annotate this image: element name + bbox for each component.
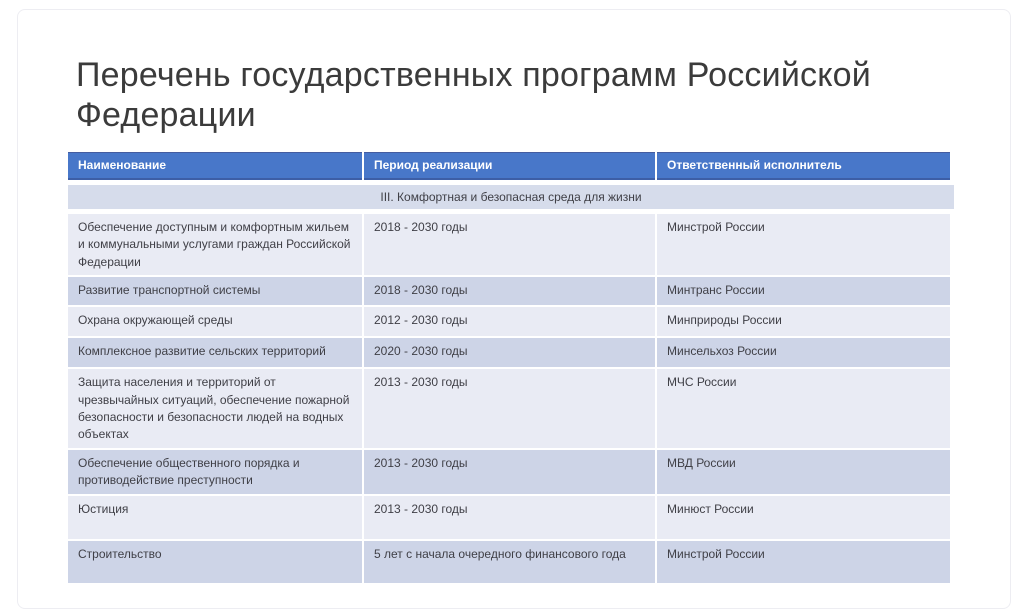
cell-period: 2018 - 2030 годы	[364, 214, 655, 275]
cell-period: 2020 - 2030 годы	[364, 338, 655, 367]
cell-period: 2013 - 2030 годы	[364, 369, 655, 448]
cell-period: 2012 - 2030 годы	[364, 307, 655, 336]
table-row	[68, 541, 954, 583]
cell-name: Комплексное развитие сельских территорий	[68, 338, 362, 367]
cell-executor: МВД России	[657, 450, 950, 494]
cell-executor: Минсельхоз России	[657, 338, 950, 367]
table-row	[68, 369, 954, 448]
table-row	[68, 277, 954, 305]
cell-name: Строительство	[68, 541, 362, 583]
header-cell-period: Период реализации	[364, 152, 655, 180]
cell-executor: Минюст России	[657, 496, 950, 539]
cell-name: Защита населения и территорий от чрезвычайных ситуаций, обеспечение пожарной безопасности и безопасности людей на водных объектах	[68, 369, 362, 448]
cell-executor: Минстрой России	[657, 214, 950, 275]
table-row	[68, 214, 954, 275]
cell-executor: Минтранс России	[657, 277, 950, 305]
table-row	[68, 307, 954, 336]
cell-name: Охрана окружающей среды	[68, 307, 362, 336]
table-row	[68, 496, 954, 539]
cell-period: 2013 - 2030 годы	[364, 450, 655, 494]
cell-executor: МЧС России	[657, 369, 950, 448]
cell-name: Обеспечение общественного порядка и противодействие преступности	[68, 450, 362, 494]
cell-period: 5 лет с начала очередного финансового года	[364, 541, 655, 583]
cell-period: 2013 - 2030 годы	[364, 496, 655, 539]
table-body	[68, 214, 954, 583]
cell-name: Обеспечение доступным и комфортным жильем и коммунальными услугами граждан Российской Федерации	[68, 214, 362, 275]
page-title: Перечень государственных программ Российской Федерации	[76, 55, 871, 134]
header-cell-executor: Ответственный исполнитель	[657, 152, 950, 180]
section-row: III. Комфортная и безопасная среда для жизни	[68, 185, 954, 209]
table-row	[68, 450, 954, 494]
cell-executor: Минстрой России	[657, 541, 950, 583]
cell-name: Развитие транспортной системы	[68, 277, 362, 305]
table-header-row	[68, 152, 954, 180]
programs-table	[68, 152, 954, 585]
header-cell-name: Наименование	[68, 152, 362, 180]
table-row	[68, 338, 954, 367]
cell-executor: Минприроды России	[657, 307, 950, 336]
cell-name: Юстиция	[68, 496, 362, 539]
cell-period: 2018 - 2030 годы	[364, 277, 655, 305]
